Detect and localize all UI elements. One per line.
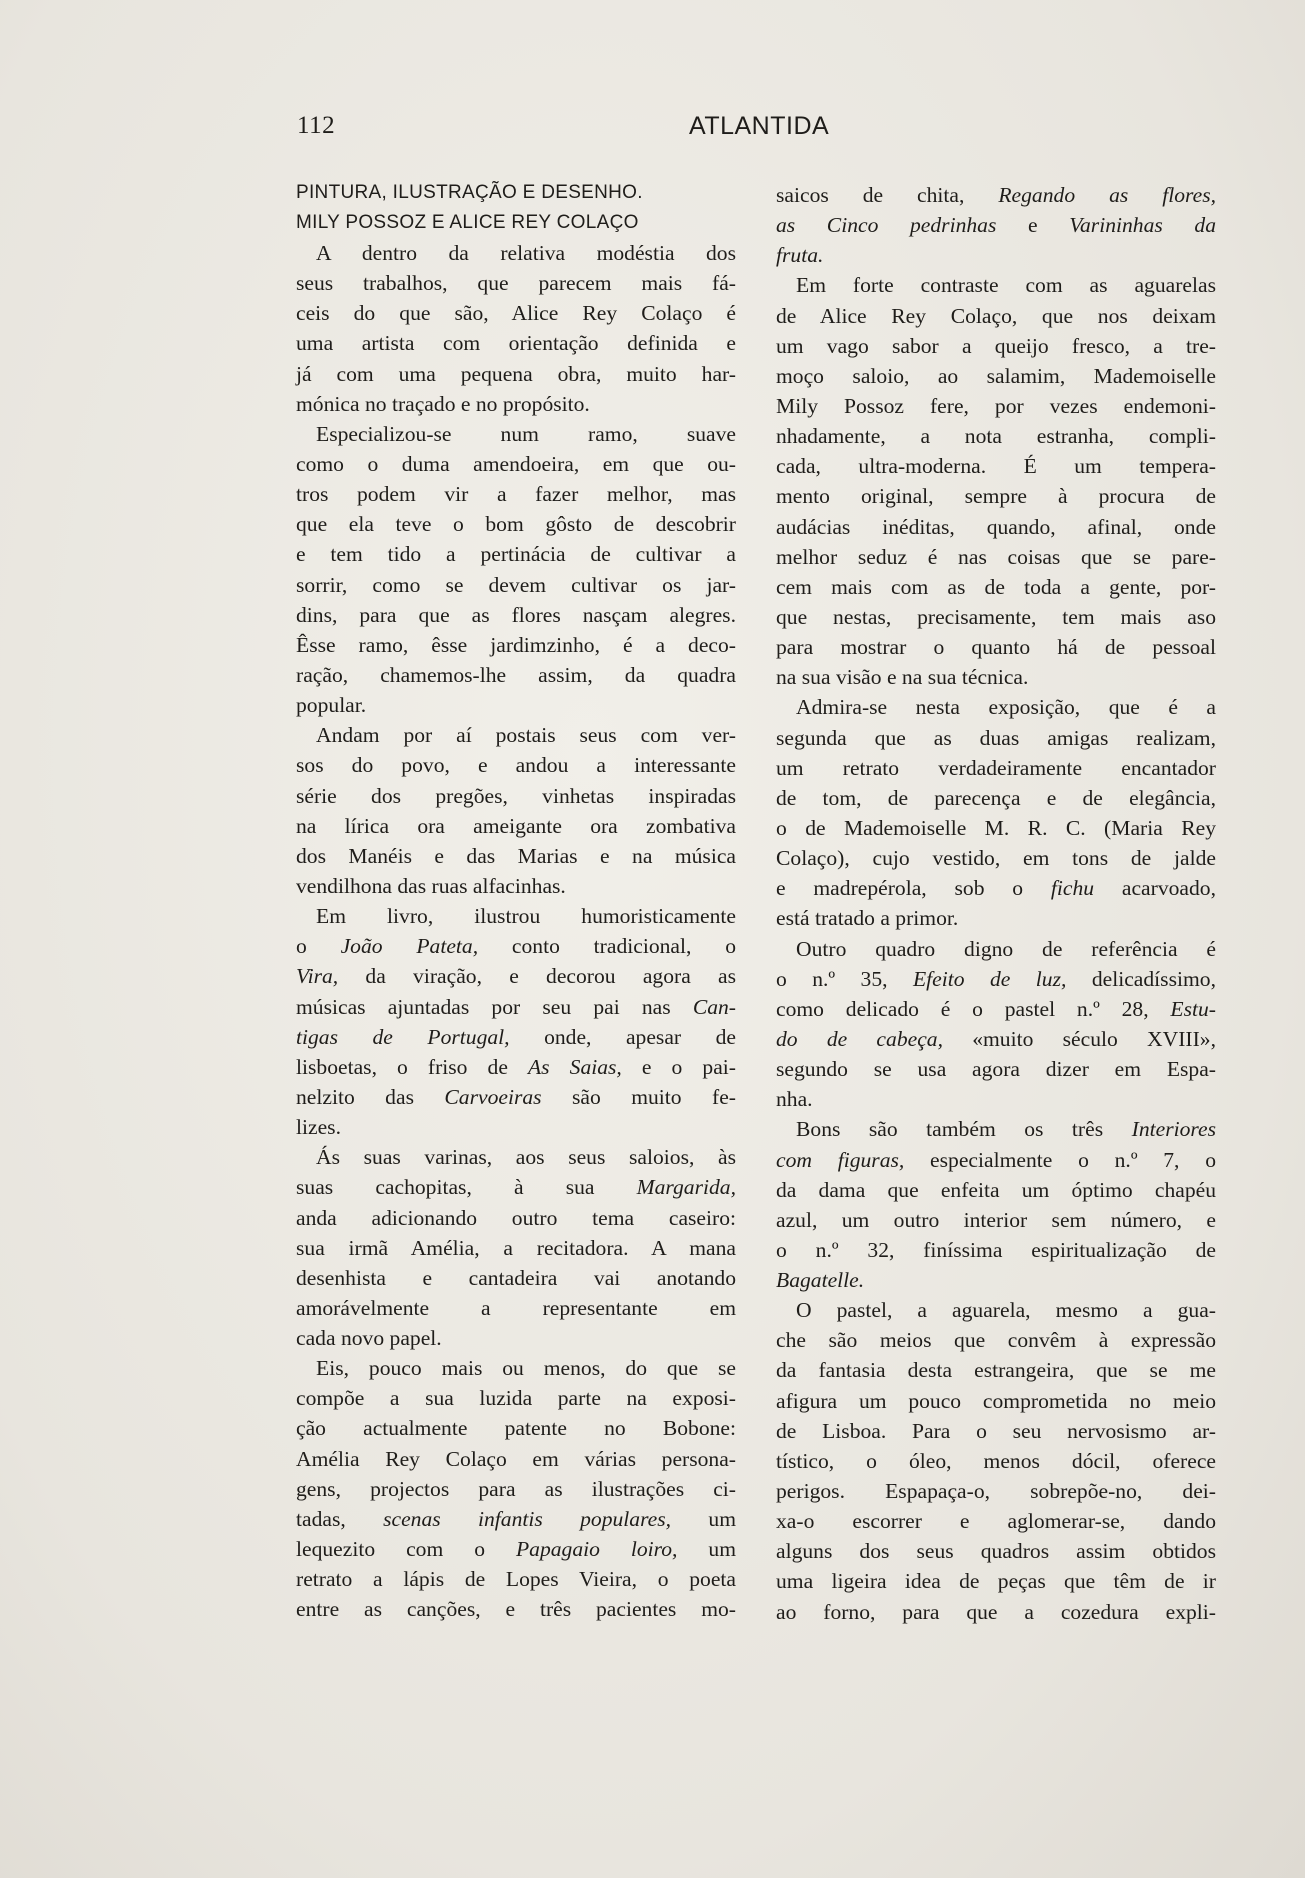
text-line: Em forte contraste com as aguarelas bbox=[796, 273, 1216, 298]
text-line: lizes. bbox=[296, 1115, 341, 1140]
section-heading-2: MILY POSSOZ E ALICE REY COLAÇO bbox=[296, 212, 639, 233]
text-line: que ela teve o bom gôsto de descobrir bbox=[296, 512, 736, 537]
text-line: Outro quadro digno de referência é bbox=[796, 936, 1216, 961]
text-line: de Lisboa. Para o seu nervosismo ar- bbox=[776, 1418, 1216, 1443]
text-line: seus trabalhos, que parecem mais fá- bbox=[296, 271, 736, 296]
text-line: O pastel, a aguarela, mesmo a gua- bbox=[796, 1298, 1216, 1323]
text-line: o João Pateta, conto tradicional, o bbox=[296, 934, 736, 959]
text-line: dins, para que as flores nasçam alegres. bbox=[296, 602, 736, 627]
text-line: xa-o escorrer e aglomerar-se, dando bbox=[776, 1509, 1216, 1534]
text-line: Amélia Rey Colaço em várias persona- bbox=[296, 1446, 736, 1471]
text-line: perigos. Espapaça-o, sobrepõe-no, dei- bbox=[776, 1479, 1216, 1504]
text-line: como delicado é o pastel n.º 28, Estu- bbox=[776, 996, 1216, 1021]
text-line: tadas, scenas infantis populares, um bbox=[296, 1506, 736, 1531]
text-line: azul, um outro interior sem número, e bbox=[776, 1207, 1216, 1232]
text-line: cada, ultra-moderna. É um tempera- bbox=[776, 454, 1216, 479]
text-line: série dos pregões, vinhetas inspiradas bbox=[296, 783, 736, 808]
text-line: desenhista e cantadeira vai anotando bbox=[296, 1265, 736, 1290]
text-line: na sua visão e na sua técnica. bbox=[776, 665, 1029, 690]
text-line: está tratado a primor. bbox=[776, 906, 959, 931]
section-heading-1: PINTURA, ILUSTRAÇÃO E DESENHO. bbox=[296, 182, 643, 203]
text-line: sorrir, como se devem cultivar os jar- bbox=[296, 572, 736, 597]
text-line: gens, projectos para as ilustrações ci- bbox=[296, 1476, 736, 1501]
text-line: popular. bbox=[296, 693, 367, 718]
text-line: retrato a lápis de Lopes Vieira, o poeta bbox=[296, 1567, 736, 1592]
text-line: sua irmã Amélia, a recitadora. A mana bbox=[296, 1235, 736, 1260]
text-line: o n.º 35, Efeito de luz, delicadíssimo, bbox=[776, 966, 1216, 991]
text-line: tigas de Portugal, onde, apesar de bbox=[296, 1024, 736, 1049]
text-line: Andam por aí postais seus com ver- bbox=[316, 723, 736, 748]
text-line: afigura um pouco comprometida no meio bbox=[776, 1388, 1216, 1413]
text-line: e madrepérola, sob o fichu acarvoado, bbox=[776, 876, 1216, 901]
text-line: audácias inéditas, quando, afinal, onde bbox=[776, 514, 1216, 539]
text-line: tístico, o óleo, menos dócil, oferece bbox=[776, 1448, 1216, 1473]
text-line: Em livro, ilustrou humoristicamente bbox=[316, 904, 736, 929]
text-line: com figuras, especialmente o n.º 7, o bbox=[776, 1147, 1216, 1172]
text-line: de tom, de parecença e de elegância, bbox=[776, 785, 1216, 810]
text-line: Eis, pouco mais ou menos, do que se bbox=[316, 1356, 736, 1381]
text-line: nelzito das Carvoeiras são muito fe- bbox=[296, 1084, 736, 1109]
text-line: segunda que as duas amigas realizam, bbox=[776, 725, 1216, 750]
text-line: Vira, da viração, e decorou agora as bbox=[296, 964, 736, 989]
text-line: mento original, sempre à procura de bbox=[776, 484, 1216, 509]
text-line: o n.º 32, finíssima espiritualização de bbox=[776, 1237, 1216, 1262]
text-line: dos Manéis e das Marias e na música bbox=[296, 843, 736, 868]
text-line: músicas ajuntadas por seu pai nas Can- bbox=[296, 994, 736, 1019]
text-line: melhor seduz é nas coisas que se pare- bbox=[776, 544, 1216, 569]
text-line: para mostrar o quanto há de pessoal bbox=[776, 635, 1216, 660]
text-line: nha. bbox=[776, 1087, 813, 1112]
text-line: ao forno, para que a cozedura expli- bbox=[776, 1599, 1216, 1624]
text-line: da dama que enfeita um óptimo chapéu bbox=[776, 1177, 1216, 1202]
text-line: sos do povo, e andou a interessante bbox=[296, 753, 736, 778]
text-line: mónica no traçado e no propósito. bbox=[296, 391, 590, 416]
text-line: e tem tido a pertinácia de cultivar a bbox=[296, 542, 736, 567]
left-column-text bbox=[296, 238, 736, 1624]
text-line: da fantasia desta estrangeira, que se me bbox=[776, 1358, 1216, 1383]
text-line: um retrato verdadeiramente encantador bbox=[776, 755, 1216, 780]
text-line: já com uma pequena obra, muito har- bbox=[296, 361, 736, 386]
text-line: Colaço), cujo vestido, em tons de jalde bbox=[776, 846, 1216, 871]
text-line: A dentro da relativa modéstia dos bbox=[316, 241, 736, 265]
text-line: che são meios que convêm à expressão bbox=[776, 1328, 1216, 1353]
running-head bbox=[297, 112, 1217, 152]
text-line: do de cabeça, «muito século XVIII», bbox=[776, 1026, 1216, 1051]
text-line: de Alice Rey Colaço, que nos deixam bbox=[776, 303, 1216, 328]
text-line: como o duma amendoeira, em que ou- bbox=[296, 451, 736, 476]
text-line: que nestas, precisamente, tem mais aso bbox=[776, 604, 1216, 629]
text-line: cem mais com as de toda a gente, por- bbox=[776, 574, 1216, 599]
text-line: moço saloio, ao salamim, Mademoiselle bbox=[776, 363, 1216, 388]
text-line: Mily Possoz fere, por vezes endemoni- bbox=[776, 393, 1216, 418]
text-line: o de Mademoiselle M. R. C. (Maria Rey bbox=[776, 815, 1216, 840]
text-line: uma artista com orientação definida e bbox=[296, 331, 736, 356]
right-column bbox=[776, 180, 1216, 1627]
text-line: uma ligeira idea de peças que têm de ir bbox=[776, 1569, 1216, 1594]
text-line: alguns dos seus quadros assim obtidos bbox=[776, 1539, 1216, 1564]
text-line: lequezito com o Papagaio loiro, um bbox=[296, 1537, 737, 1562]
text-line: amorávelmente a representante em bbox=[296, 1295, 736, 1320]
text-line: Admira-se nesta exposição, que é a bbox=[796, 695, 1216, 720]
page-number: 112 bbox=[297, 112, 336, 139]
text-line: anda adicionando outro tema caseiro: bbox=[296, 1205, 736, 1230]
right-column-text bbox=[776, 180, 1216, 1627]
text-line: ração, chamemos-lhe assim, da quadra bbox=[296, 662, 736, 687]
text-line: as Cinco pedrinhas e Varininhas da bbox=[776, 213, 1216, 238]
text-line: saicos de chita, Regando as flores, bbox=[776, 183, 1216, 207]
text-line: lisboetas, o friso de As Saias, e o pai- bbox=[296, 1054, 736, 1079]
text-line: na lírica ora ameigante ora zombativa bbox=[296, 813, 736, 838]
text-line: segundo se usa agora dizer em Espa- bbox=[776, 1057, 1216, 1082]
text-line: suas cachopitas, à sua Margarida, bbox=[296, 1175, 736, 1200]
running-title: ATLANTIDA bbox=[689, 112, 830, 140]
text-line: um vago sabor a queijo fresco, a tre- bbox=[776, 333, 1216, 358]
text-line: ção actualmente patente no Bobone: bbox=[296, 1416, 736, 1441]
text-line: Ás suas varinas, aos seus saloios, às bbox=[316, 1145, 736, 1170]
left-column bbox=[296, 178, 736, 1624]
text-line: Especializou-se num ramo, suave bbox=[316, 421, 736, 446]
text-line: Êsse ramo, êsse jardimzinho, é a deco- bbox=[296, 632, 736, 657]
text-line: ceis do que são, Alice Rey Colaço é bbox=[296, 301, 736, 326]
text-line: tros podem vir a fazer melhor, mas bbox=[296, 482, 736, 507]
text-line: vendilhona das ruas alfacinhas. bbox=[296, 873, 566, 898]
text-line: nhadamente, a nota estranha, compli- bbox=[776, 424, 1216, 449]
text-line: cada novo papel. bbox=[296, 1326, 442, 1351]
text-line: entre as canções, e três pacientes mo- bbox=[296, 1597, 736, 1622]
text-line: fruta. bbox=[776, 243, 824, 268]
text-line: Bagatelle. bbox=[776, 1268, 865, 1293]
text-line: compõe a sua luzida parte na exposi- bbox=[296, 1386, 736, 1411]
text-line: Bons são também os três Interiores bbox=[796, 1117, 1216, 1142]
